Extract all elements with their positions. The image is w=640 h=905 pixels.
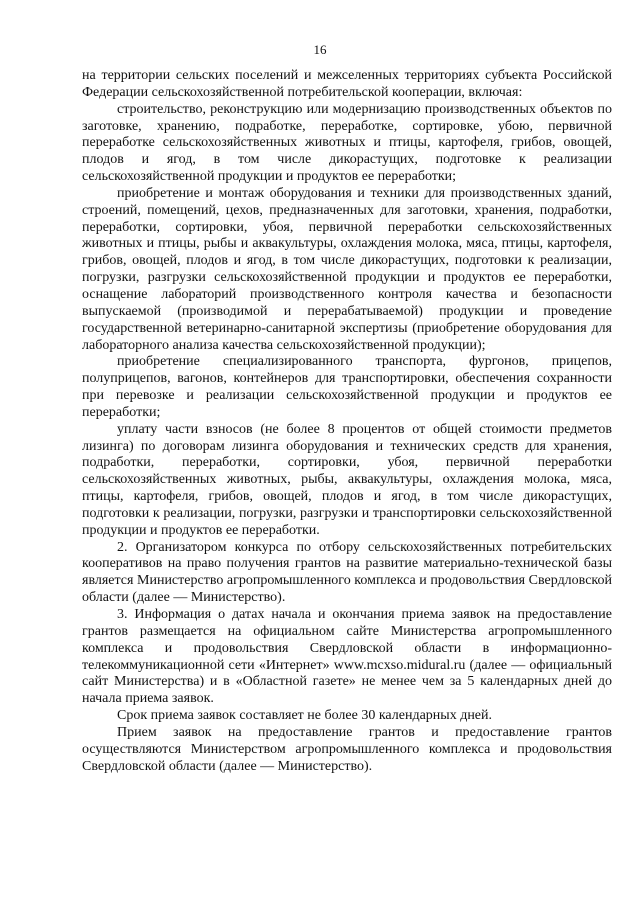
paragraph-equipment: приобретение и монтаж оборудования и техники для производственных зданий, строений, помещений, цехов, предназначенных для заготовки, хранения, подработки, переработки, сортировки, убоя, первичной переработки сельскохозяйственных животных и птицы, рыбы и аквакультуры, охлаждения молока, мяса, птицы, картофеля, грибов, овощей, плодов и ягод, в том числе дикорастущих, подготовки к реализации, погрузки, разгрузки сельскохозяйственной продукции и продуктов ее переработки, оснащение лабораторий производственного контроля качества и безопасности выпускаемой (производимой и перерабатываемой) продукции и проведение государственной ветеринарно-санитарной экспертизы (приобретение оборудования для лабораторного анализа качества сельскохозяйственной продукции); — [82, 185, 612, 353]
paragraph-leasing: уплату части взносов (не более 8 процентов от общей стоимости предметов лизинга) по договорам лизинга оборудования и технических средств для хранения, подработки, переработки, сортировки, убоя, первичной переработки сельскохозяйственных животных, рыбы, аквакультуры, охлаждения молока, мяса, птицы, картофеля, грибов, овощей, плодов и ягод, в том числе дикорастущих, подготовки к реализации, погрузки, разгрузки и транспортировки сельскохозяйственной продукции и продуктов ее переработки. — [82, 421, 612, 538]
document-body — [82, 68, 612, 775]
paragraph-deadline: Срок приема заявок составляет не более 30 календарных дней. — [117, 708, 493, 724]
paragraph-organizer: 2. Организатором конкурса по отбору сельскохозяйственных потребительских кооперативов на право получения грантов на развитие материально-технической базы является Министерство агропромышленного комплекса и продовольствия Свердловской области (далее — Министерство). — [82, 539, 612, 606]
paragraph-intro: на территории сельских поселений и межселенных территориях субъекта Российской Федерации сельскохозяйственной потребительской кооперации, включая: — [82, 68, 612, 100]
paragraph-reception: Прием заявок на предоставление грантов и предоставление грантов осуществляются Министерством агропромышленного комплекса и продовольствия Свердловской области (далее — Министерство). — [82, 724, 612, 774]
paragraph-transport: приобретение специализированного транспорта, фургонов, прицепов, полуприцепов, вагонов, контейнеров для транспортировки, обеспечения сохранности при перевозке и реализации сельскохозяйственной продукции и продуктов ее переработки; — [82, 354, 612, 420]
paragraph-construction: строительство, реконструкцию или модернизацию производственных объектов по заготовке, хранению, подработке, переработке, сортировке, убою, первичной переработке сельскохозяйственных животных и птицы, картофеля, грибов, овощей, плодов и ягод, в том числе дикорастущих, подготовке к реализации сельскохозяйственной продукции и продуктов ее переработки; — [82, 101, 612, 185]
page-number: 16 — [313, 42, 327, 57]
paragraph-information: 3. Информация о датах начала и окончания приема заявок на предоставление грантов размещается на официальном сайте Министерства агропромышленного комплекса и продовольствия Свердловской области в информационно-телекоммуникационной сети «Интернет» www.mcxso.midural.ru (далее — официальный сайт Министерства) и в «Областной газете» не менее чем за 5 календарных дней до начала приема заявок. — [82, 607, 612, 707]
